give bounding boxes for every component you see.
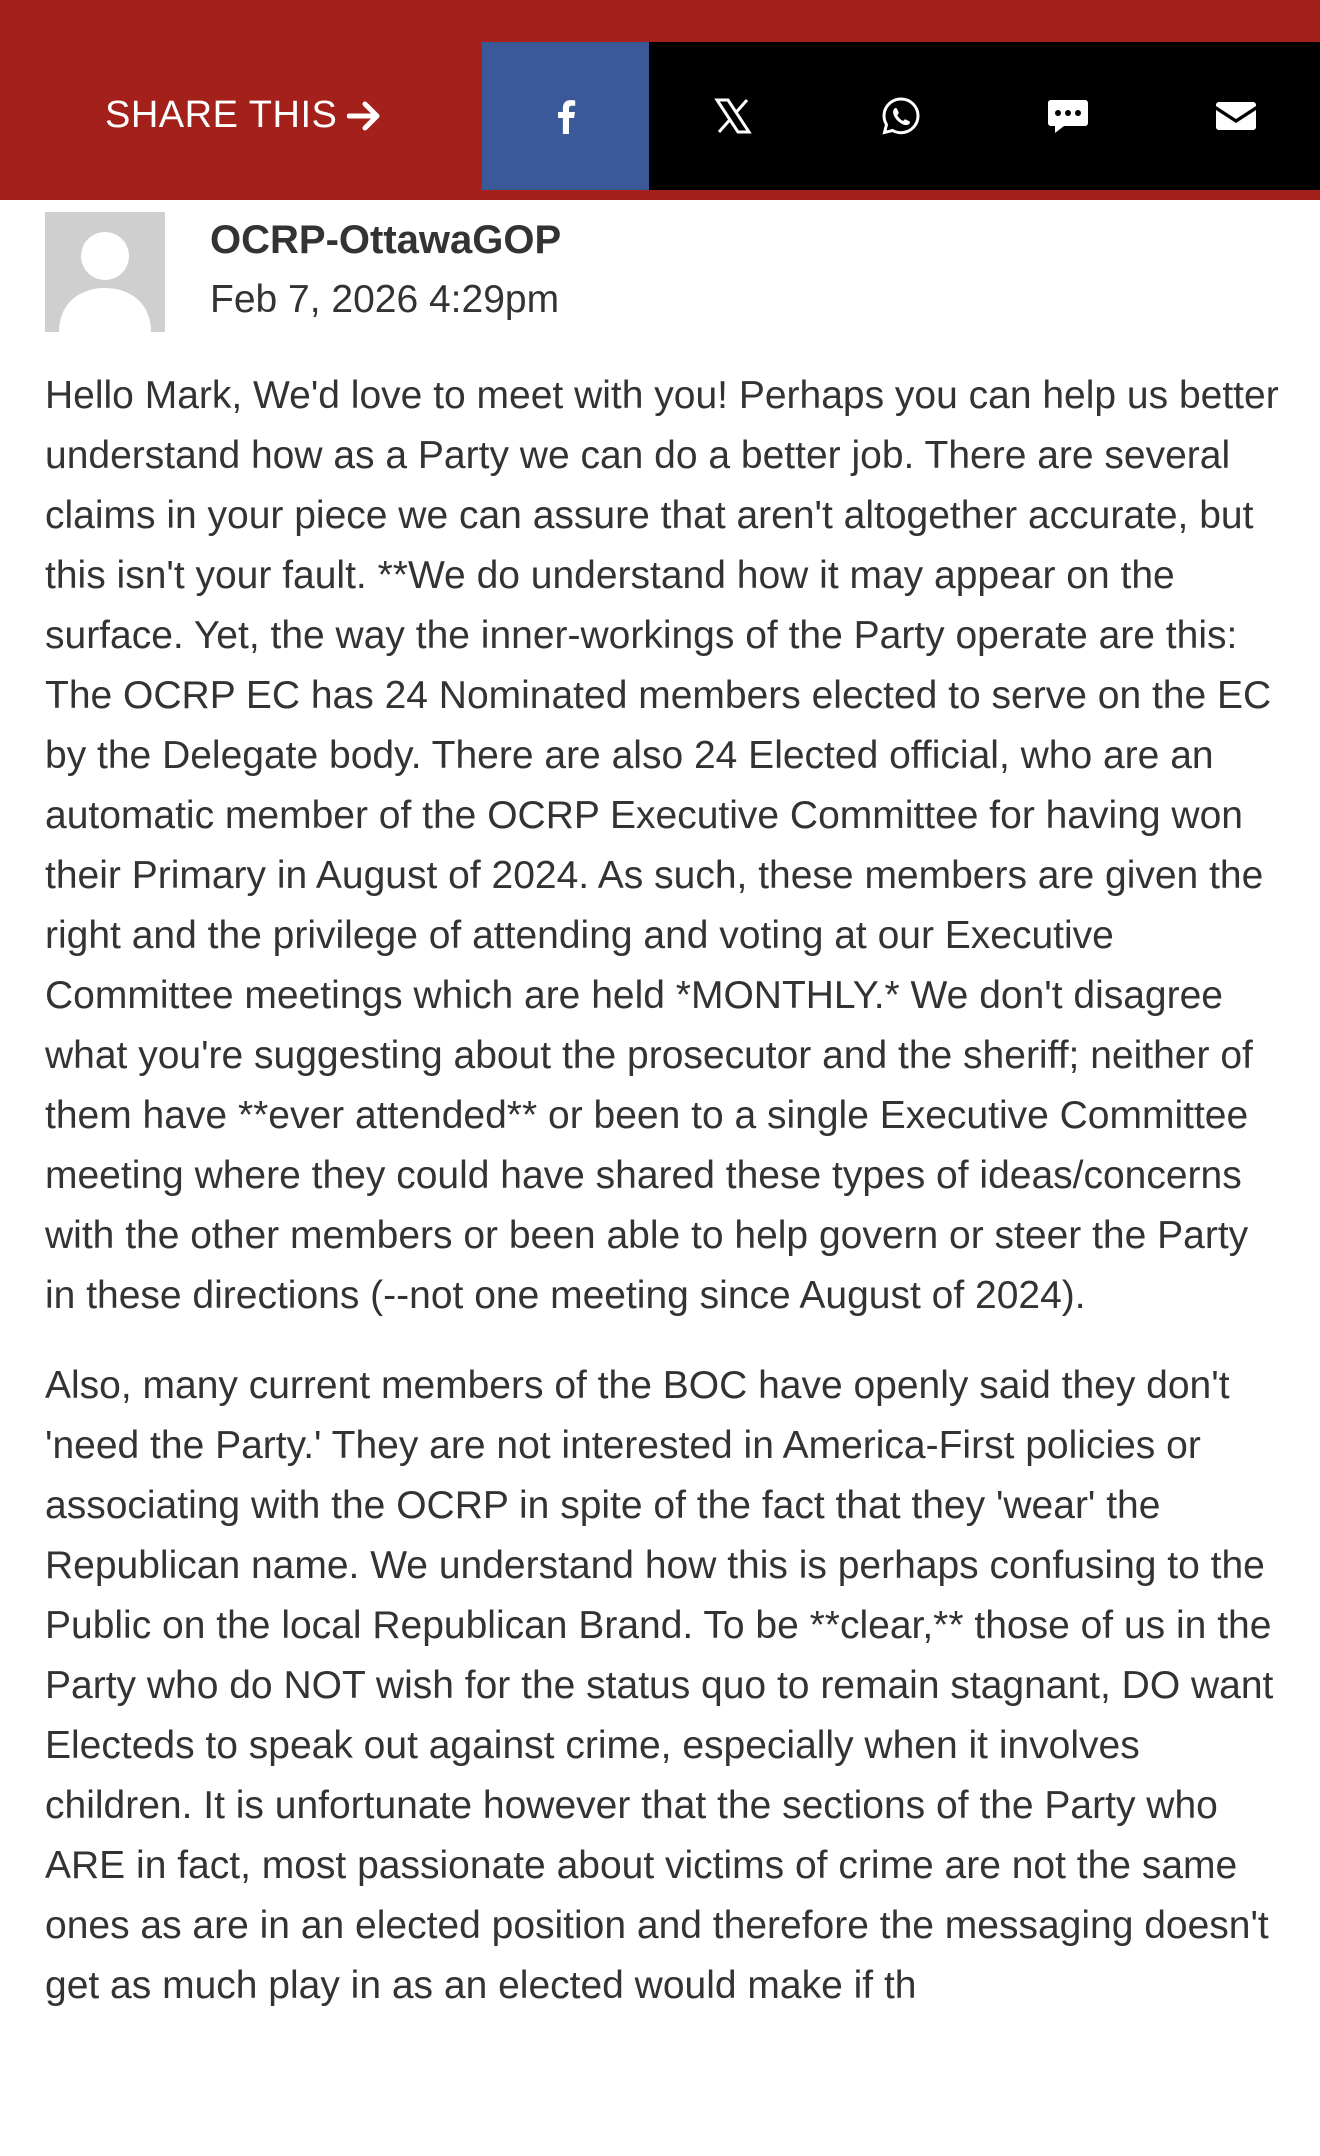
x-share-button[interactable]: [649, 42, 817, 190]
comment-paragraph: Also, many current members of the BOC have openly said they don't 'need the Party.' They are not interested in America-First policies or associating with the OCRP in spite of the fact that they 'wear' the Republican name. We understand how this is perhaps confusing to the Public on the local Republican Brand. To be **clear,** those of us in the Party who do NOT wish for the status quo to remain stagnant, DO want Electeds to speak out against crime, especially when it involves children. It is unfortunate however that the sections of the Party who ARE in fact, most passionate about victims of crime are not the same ones as are in an elected position and therefore the messaging doesn't get as much play in as an elected would make if th: [45, 1364, 1274, 2007]
comment-author[interactable]: OCRP-OttawaGOP: [210, 218, 562, 262]
avatar: [45, 212, 165, 332]
comment-timestamp: Feb 7, 2026 4:29pm: [210, 278, 560, 321]
whatsapp-icon: [879, 94, 923, 138]
envelope-icon: [1214, 94, 1258, 138]
arrow-right-icon: [347, 99, 383, 133]
comment-body: [45, 366, 1285, 2046]
whatsapp-share-button[interactable]: [817, 42, 985, 190]
share-buttons: [482, 42, 1320, 190]
share-this-text: SHARE THIS: [105, 94, 338, 136]
default-user-icon: [45, 212, 165, 332]
facebook-share-button[interactable]: [482, 42, 649, 190]
chat-bubble-icon: [1046, 94, 1090, 138]
share-bar: [0, 0, 1320, 200]
x-icon: [711, 94, 755, 138]
facebook-icon: [544, 94, 588, 138]
share-this-label: [105, 94, 383, 137]
comment-paragraph: Hello Mark, We'd love to meet with you! Perhaps you can help us better understand how as a Party we can do a better job. There are several claims in your piece we can assure that aren't altogether accurate, but this isn't your fault. **We do understand how it may appear on the surface. Yet, the way the inner-workings of the Party operate are this: The OCRP EC has 24 Nominated members elected to serve on the EC by the Delegate body. There are also 24 Elected official, who are an automatic member of the OCRP Executive Committee for having won their Primary in August of 2024. As such, these members are given the right and the privilege of attending and voting at our Executive Committee meetings which are held *MONTHLY.* We don't disagree what you're suggesting about the prosecutor and the sheriff; neither of them have **ever attended** or been to a single Executive Committee meeting where they could have shared these types of ideas/concerns with the other members or been able to help govern or steer the Party in these directions (--not one meeting since August of 2024).: [45, 374, 1279, 1317]
sms-share-button[interactable]: [985, 42, 1153, 190]
email-share-button[interactable]: [1152, 42, 1320, 190]
comment-header: [45, 212, 1275, 334]
